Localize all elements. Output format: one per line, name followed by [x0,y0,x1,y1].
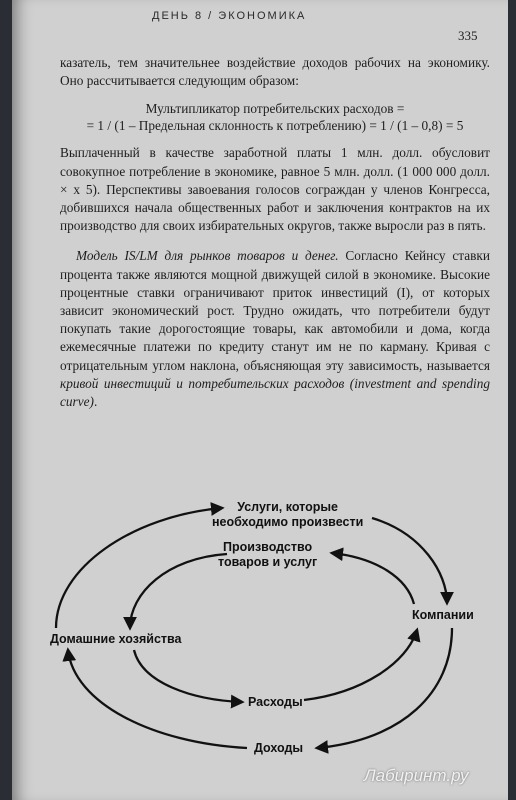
label-services-to-produce: Услуги, которые необходимо произвести [212,500,364,529]
watermark: Лабиринт.ру [364,766,469,785]
label-spending: Расходы [248,695,303,709]
arrow-companies-to-incomes [317,628,452,748]
label-households: Домашние хозяйства [50,632,182,646]
label-incomes: Доходы [254,741,304,755]
formula-line-1: Мультипликатор потребительских расходов = [145,101,405,117]
formula-line-2: = 1 / (1 – Предельная склонность к потреблению) = 1 / (1 – 0,8) = 5 [86,118,464,134]
paragraph-islm-lead: Модель IS/LM для рынков товаров и денег. [76,248,339,264]
page-number: 335 [458,28,478,43]
arrow-households-to-spending [134,650,242,702]
arrow-incomes-to-households [68,650,247,748]
circular-flow-diagram [42,478,482,768]
paragraph-intro: казатель, тем значительнее воздействие доходов рабочих на экономику. Оно рассчитывается следующим образом: [60,55,490,89]
running-head: ДЕНЬ 8 / ЭКОНОМИКА [152,10,307,22]
label-production: Производство товаров и услуг [218,540,318,569]
paragraph-islm [60,247,490,411]
label-companies: Компании [412,608,474,622]
arrow-households-to-services [56,508,222,628]
arrow-companies-to-production [332,553,414,604]
paragraph-islm-body: Согласно Кейнсу ставки процента также являются мощной движущей силой в экономике. Высокие процентные ставки ограничивают приток инвестиций (I), от которых зависит экономический рост. Трудно ожидать, что потребители будут покупать такие дорогостоящие товары, как автомобили и дома, когда ежемесячные платежи по кредиту станут им не по карману. Кривая с отрицательным углом наклона, объясняющая эту зависимость, называется [60,248,490,373]
arrow-production-to-households [130,554,227,628]
arrow-spending-to-companies [304,630,417,700]
paragraph-islm-end: . [93,394,98,410]
paragraph-islm-term: кривой инвестиций и потребительских расходов (investment and spending curve) [60,375,490,410]
arrow-services-to-companies [372,518,447,603]
book-page [12,0,508,800]
formula [60,100,490,134]
paragraph-multiplier: Выплаченный в качестве заработной платы 1 млн. долл. обусловит совокупное потребление в экономике, равное 5 млн. долл. (1 000 000 долл. × х 5). Перспективы завоевания голосов сограждан у членов Конгресса, добившихся начала общественных работ и заключения контрактов на их производство для своих избирательных округов, также выросли раз в пять. [60,145,490,234]
body-text [60,54,490,411]
